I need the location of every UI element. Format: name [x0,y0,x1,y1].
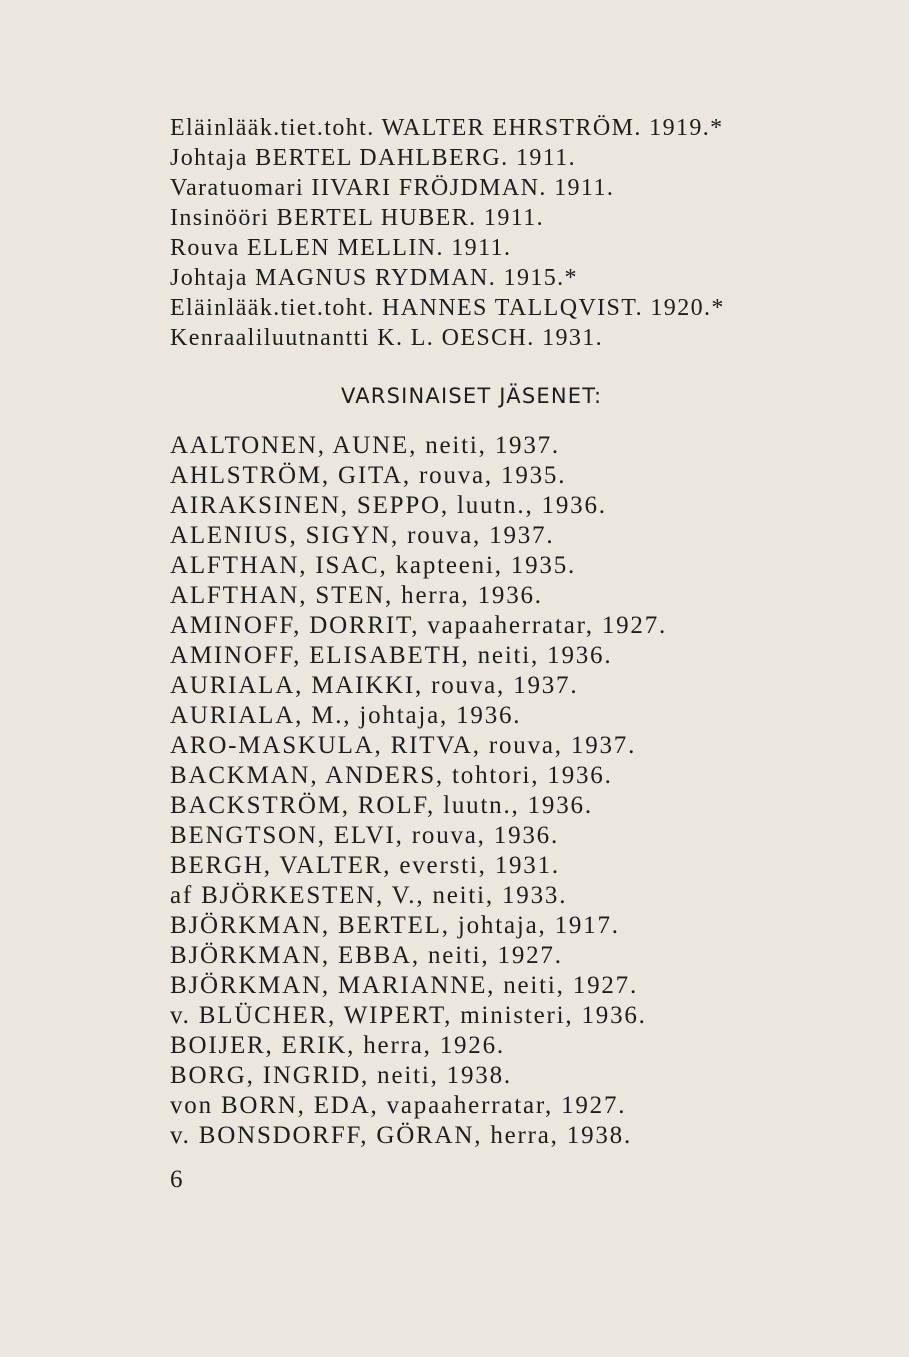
honorary-member-line: Eläinlääk.tiet.toht. HANNES TALLQVIST. 1920.* [170,295,725,321]
member-line: v. BONSDORFF, GÖRAN, herra, 1938. [170,1122,633,1149]
honorary-member-line: Johtaja BERTEL DAHLBERG. 1911. [170,145,577,171]
member-line: BOIJER, ERIK, herra, 1926. [170,1032,505,1059]
member-line: AIRAKSINEN, SEPPO, luutn., 1936. [170,492,607,519]
member-line: ARO-MASKULA, RITVA, rouva, 1937. [170,732,637,759]
member-line: BACKMAN, ANDERS, tohtori, 1936. [170,762,613,789]
member-line: BERGH, VALTER, eversti, 1931. [170,852,560,879]
honorary-member-line: Rouva ELLEN MELLIN. 1911. [170,235,512,261]
member-line: AURIALA, MAIKKI, rouva, 1937. [170,672,579,699]
member-line: AALTONEN, AUNE, neiti, 1937. [170,432,560,459]
member-line: von BORN, EDA, vapaaherratar, 1927. [170,1092,627,1119]
honorary-member-line: Varatuomari IIVARI FRÖJDMAN. 1911. [170,175,615,201]
honorary-member-line: Insinööri BERTEL HUBER. 1911. [170,205,545,231]
member-line: ALENIUS, SIGYN, rouva, 1937. [170,522,555,549]
honorary-member-line: Johtaja MAGNUS RYDMAN. 1915.* [170,265,578,291]
member-line: BJÖRKMAN, MARIANNE, neiti, 1927. [170,972,639,999]
member-line: af BJÖRKESTEN, V., neiti, 1933. [170,882,568,909]
page-number: 6 [170,1166,183,1193]
member-line: AMINOFF, ELISABETH, neiti, 1936. [170,642,613,669]
member-line: BORG, INGRID, neiti, 1938. [170,1062,512,1089]
member-line: BJÖRKMAN, BERTEL, johtaja, 1917. [170,912,620,939]
member-line: AMINOFF, DORRIT, vapaaherratar, 1927. [170,612,668,639]
member-line: AURIALA, M., johtaja, 1936. [170,702,522,729]
member-line: v. BLÜCHER, WIPERT, ministeri, 1936. [170,1002,647,1029]
member-line: ALFTHAN, STEN, herra, 1936. [170,582,543,609]
honorary-member-line: Eläinlääk.tiet.toht. WALTER EHRSTRÖM. 1919.* [170,115,724,141]
section-heading: VARSINAISET JÄSENET: [341,384,603,408]
member-line: BJÖRKMAN, EBBA, neiti, 1927. [170,942,563,969]
member-line: BACKSTRÖM, ROLF, luutn., 1936. [170,792,593,819]
member-line: BENGTSON, ELVI, rouva, 1936. [170,822,560,849]
member-line: ALFTHAN, ISAC, kapteeni, 1935. [170,552,577,579]
member-line: AHLSTRÖM, GITA, rouva, 1935. [170,462,567,489]
honorary-member-line: Kenraaliluutnantti K. L. OESCH. 1931. [170,325,604,351]
